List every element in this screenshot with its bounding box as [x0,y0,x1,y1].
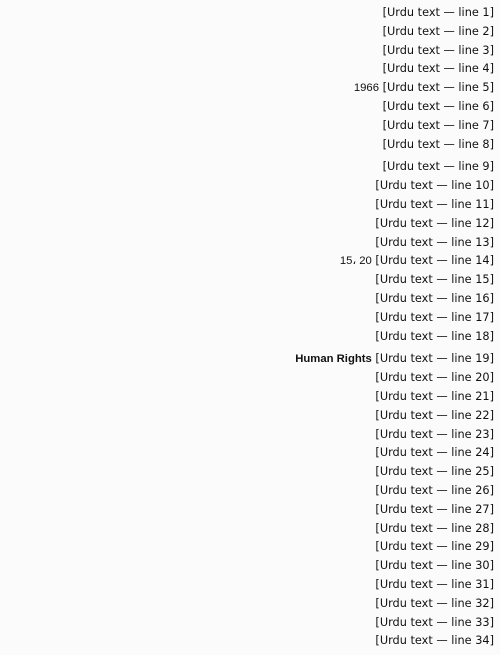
text-line: [Urdu text — line 4] [382,62,494,76]
text-line: [Urdu text — line 10] [375,179,494,193]
figures: 15، 20 [339,255,372,268]
text-line [6,79,494,98]
text-line: [Urdu text — line 8] [382,137,494,151]
text-line: [Urdu text — line 16] [375,291,494,305]
text-line: [Urdu text — line 27] [375,502,494,516]
article-body [6,4,494,651]
text-line: [Urdu text — line 34] [375,634,494,648]
text-line: [Urdu text — line 9] [382,160,494,174]
text-line: [Urdu text — line 17] [375,310,494,324]
text-line-fragment: [Urdu text — line 5] [382,81,494,95]
human-rights-term: Human Rights [295,353,372,366]
text-line: [Urdu text — line 20] [375,371,494,385]
text-line: [Urdu text — line 33] [375,615,494,629]
text-line: [Urdu text — line 25] [375,465,494,479]
text-line: [Urdu text — line 28] [375,521,494,535]
text-line: [Urdu text — line 12] [375,216,494,230]
text-line: [Urdu text — line 11] [375,197,494,211]
text-line: [Urdu text — line 26] [375,483,494,497]
text-line: [Urdu text — line 21] [375,389,494,403]
text-line: [Urdu text — line 1] [382,6,494,19]
text-line: [Urdu text — line 31] [375,577,494,591]
text-line: [Urdu text — line 2] [382,24,494,38]
text-line-fragment: [Urdu text — line 14] [375,254,494,268]
paragraph-2 [6,158,494,346]
paragraph-1 [6,4,494,154]
year-figure: 1966 [353,82,379,95]
text-line: [Urdu text — line 29] [375,540,494,554]
text-line: [Urdu text — line 22] [375,408,494,422]
text-line: [Urdu text — line 6] [382,99,494,113]
text-line: [Urdu text — line 15] [375,273,494,287]
text-line: [Urdu text — line 7] [382,118,494,132]
text-line-fragment: [Urdu text — line 19] [375,352,494,366]
text-line: [Urdu text — line 23] [375,427,494,441]
text-line [6,350,494,369]
text-line: [Urdu text — line 18] [375,329,494,343]
text-line: [Urdu text — line 32] [375,596,494,610]
text-line: [Urdu text — line 24] [375,446,494,460]
paragraph-3 [6,350,494,651]
text-line: [Urdu text — line 3] [382,43,494,57]
text-line [6,252,494,271]
text-line: [Urdu text — line 30] [375,559,494,573]
text-line: [Urdu text — line 13] [375,235,494,249]
